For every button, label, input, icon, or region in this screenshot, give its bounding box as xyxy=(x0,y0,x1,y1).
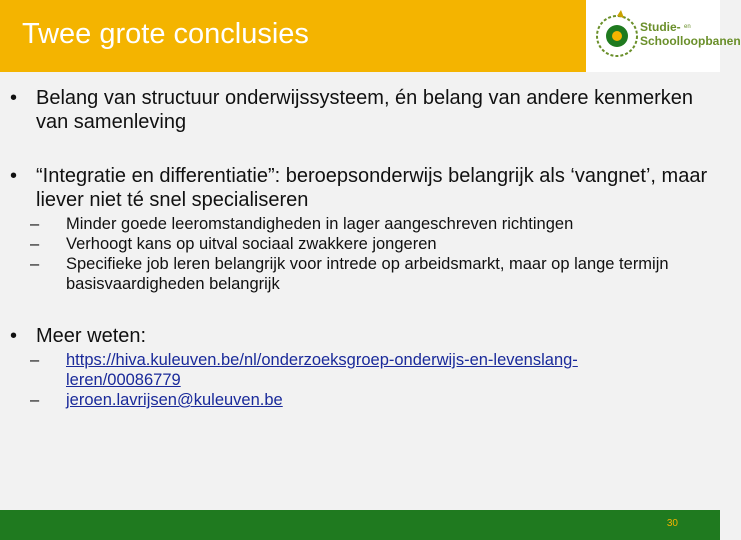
dash-icon: – xyxy=(30,351,40,369)
footer-bar xyxy=(0,510,720,540)
page-number: 30 xyxy=(666,518,678,529)
slide-title: Twee grote conclusies xyxy=(22,18,309,50)
list-item xyxy=(10,390,710,410)
bullet-1: • Belang van structuur onderwijssysteem, én belang van andere kenmerken van samenleving xyxy=(10,87,694,133)
dash-icon: – xyxy=(30,215,40,233)
bullet-2-sublist xyxy=(10,214,710,294)
logo-text: Studie- $^{en}$ Schoolloopbanen xyxy=(640,20,741,48)
hiva-link[interactable]: https://hiva.kuleuven.be/nl/onderzoeksgroep-onderwijs-en-levenslang-leren/00086779 xyxy=(66,351,578,389)
slide-content xyxy=(10,86,710,410)
bullet-3-sublist xyxy=(10,350,710,410)
bullet-2: • “Integratie en differentiatie”: beroepsonderwijs belangrijk als ‘vangnet’, maar liever niet té snel specialiseren xyxy=(10,165,708,211)
bullet-dot-icon: • xyxy=(10,87,18,109)
bullet-dot-icon: • xyxy=(10,165,18,187)
list-item: – Specifieke job leren belangrijk voor intrede op arbeidsmarkt, maar op lange termijn basisvaardigheden belangrijk xyxy=(30,255,669,293)
dash-icon: – xyxy=(30,255,40,273)
dash-icon: – xyxy=(30,235,40,253)
logo-emblem-icon xyxy=(594,10,640,62)
bullet-dot-icon: • xyxy=(10,325,18,347)
list-item: – Minder goede leeromstandigheden in lager aangeschreven richtingen xyxy=(30,215,574,233)
dash-icon: – xyxy=(30,391,40,409)
bullet-3: • Meer weten: xyxy=(10,325,147,347)
list-item xyxy=(10,350,710,390)
logo xyxy=(586,0,741,72)
list-item: – Verhoogt kans op uitval sociaal zwakkere jongeren xyxy=(30,235,437,253)
title-bar xyxy=(0,0,586,72)
email-link[interactable]: jeroen.lavrijsen@kuleuven.be xyxy=(66,391,283,409)
